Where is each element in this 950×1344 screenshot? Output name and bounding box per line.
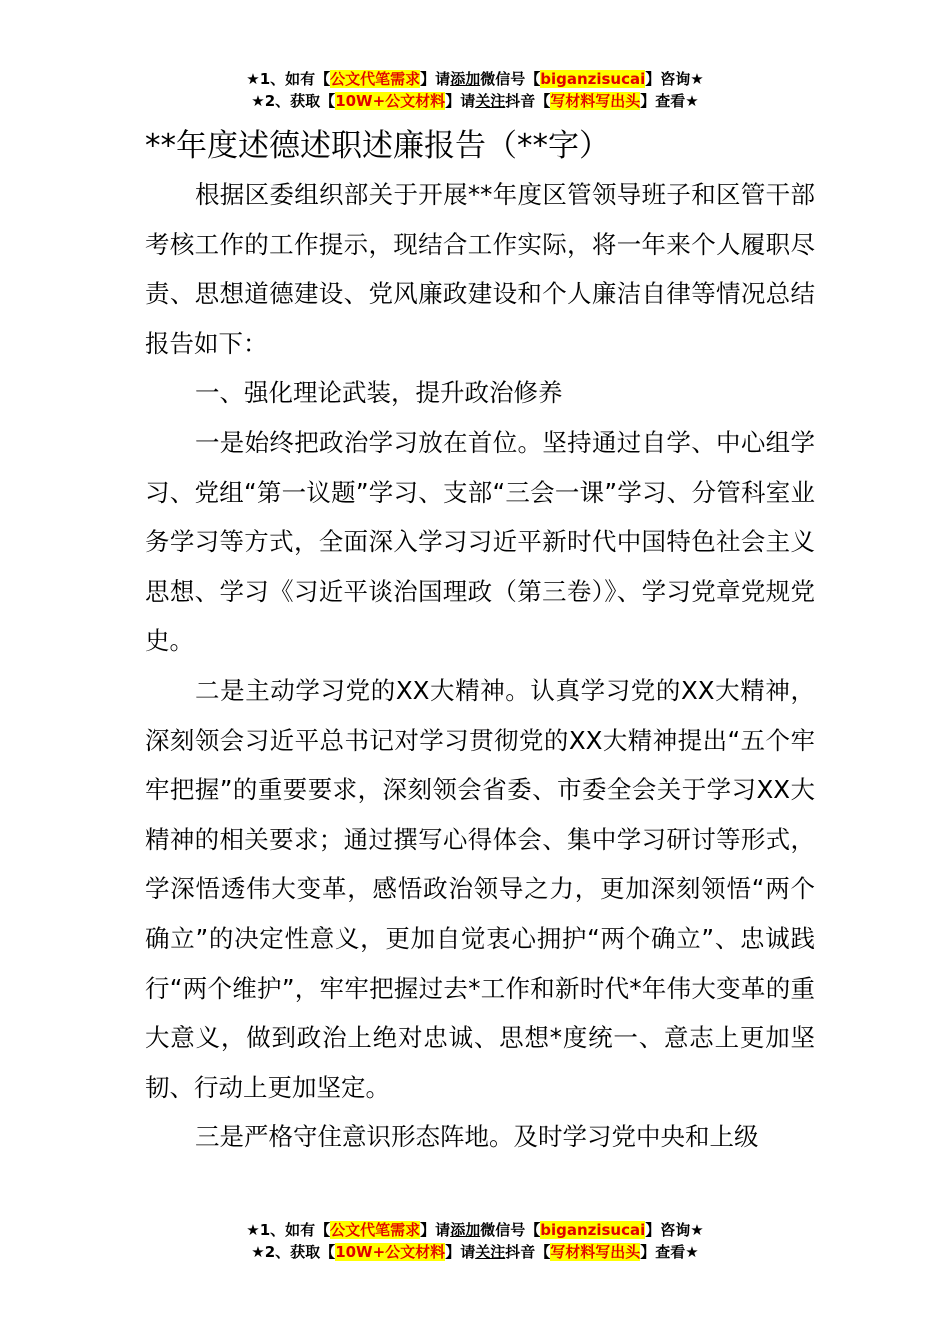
promo-banner-bottom <box>0 1219 950 1263</box>
promo-line-1: ★1、如有【公文代笔需求】请添加微信号【biganzisucai】咨询★ <box>246 70 704 88</box>
section-heading-1: 一、强化理论武装，提升政治修养 <box>195 378 563 408</box>
promo-line-2: ★2、获取【10W+公文材料】请关注抖音【写材料写出头】查看★ <box>251 1243 699 1261</box>
promo-banner-top <box>0 68 950 112</box>
paragraph-intro: 根据区委组织部关于开展**年度区管领导班子和区管干部考核工作的工作提示，现结合工作实际，将一年来个人履职尽责、思想道德建设、党风廉政建设和个人廉洁自律等情况总结报告如下： <box>145 180 815 358</box>
promo-line-2: ★2、获取【10W+公文材料】请关注抖音【写材料写出头】查看★ <box>251 92 699 110</box>
document-body <box>145 170 815 1162</box>
promo-line-1: ★1、如有【公文代笔需求】请添加微信号【biganzisucai】咨询★ <box>246 1221 704 1239</box>
paragraph-point-2: 二是主动学习党的XX大精神。认真学习党的XX大精神，深刻领会习近平总书记对学习贯彻党的XX大精神提出“五个牢牢把握”的重要要求，深刻领会省委、市委全会关于学习XX大精神的相关要求；通过撰写心得体会、集中学习研讨等形式，学深悟透伟大变革，感悟政治领导之力，更加深刻领悟“两个确立”的决定性意义，更加自觉衷心拥护“两个确立”、忠诚践行“两个维护”，牢牢把握过去*工作和新时代*年伟大变革的重大意义，做到政治上绝对忠诚、思想*度统一、意志上更加坚韧、行动上更加坚定。 <box>145 675 815 1102</box>
paragraph-point-3: 三是严格守住意识形态阵地。及时学习党中央和上级 <box>195 1122 759 1152</box>
document-title: **年度述德述职述廉报告（**字） <box>145 128 610 164</box>
paragraph-point-1: 一是始终把政治学习放在首位。坚持通过自学、中心组学习、党组“第一议题”学习、支部“三会一课”学习、分管科室业务学习等方式，全面深入学习习近平新时代中国特色社会主义思想、学习《习近平谈治国理政（第三卷）》、学习党章党规党史。 <box>145 427 815 656</box>
